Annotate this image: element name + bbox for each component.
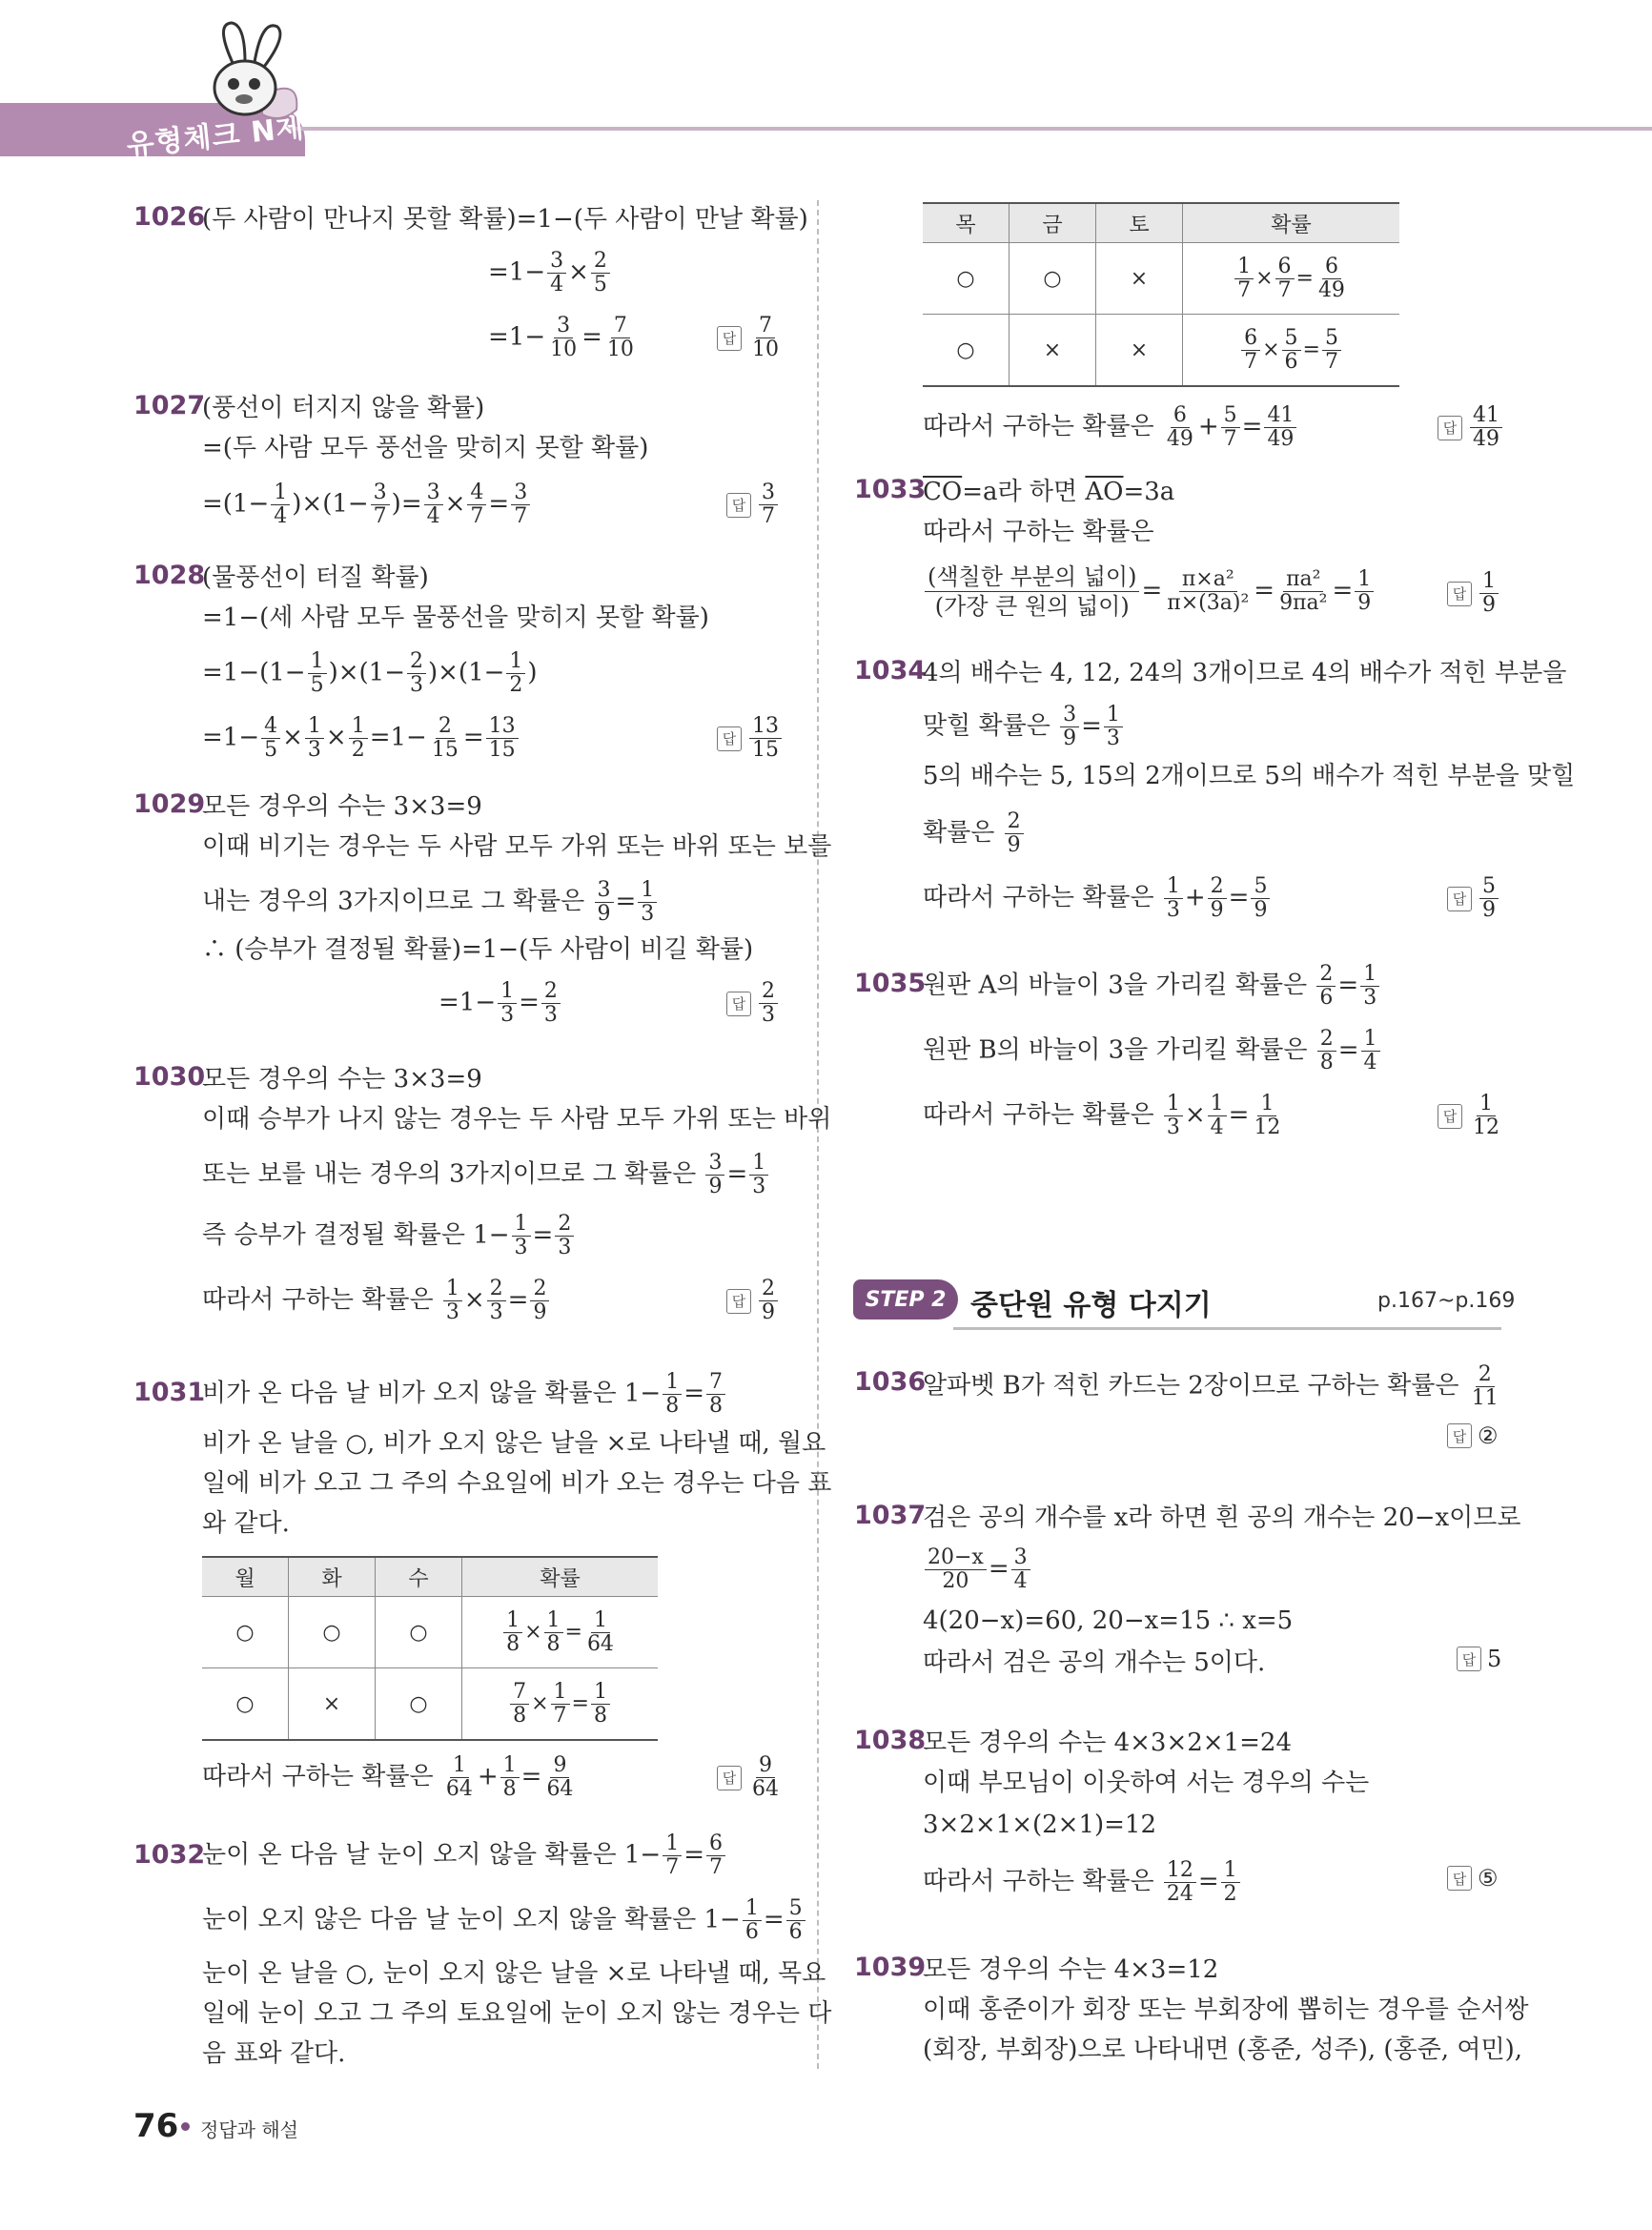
bullet-dot bbox=[181, 2122, 190, 2131]
answer-icon: 답 bbox=[717, 1766, 742, 1790]
solution-line: =(두 사람 모두 풍선을 맞히지 못할 확률) bbox=[202, 434, 649, 462]
solution-line: 또는 보를 내는 경우의 3가지이므로 그 확률은 $\frac{3}{9}$ = $\frac{1}{3}$ bbox=[202, 1152, 770, 1198]
solution-line: =1− $\frac{3}{10}$ = $\frac{7}{10}$ bbox=[488, 315, 639, 361]
solution-line: =1− $\frac{1}{3}$ = $\frac{2}{3}$ bbox=[438, 980, 562, 1027]
table-row: ○ × ○ $\frac{7}{8}$ × $\frac{1}{7}$ = $\frac{1}{8}$ bbox=[202, 1668, 658, 1741]
solution-line: 따라서 구하는 확률은 $\frac{12}{24}$ = $\frac{1}{2}$ bbox=[923, 1859, 1242, 1906]
solution-line: 따라서 구하는 확률은 $\frac{1}{64}$ + $\frac{1}{8}$ = $\frac{9}{64}$ bbox=[202, 1753, 574, 1801]
section-rule bbox=[953, 1327, 1501, 1330]
solution-line: 알파벳 B가 적힌 카드는 2장이므로 구하는 확률은 $\frac{2}{11}$ bbox=[923, 1362, 1499, 1410]
solution-line: =1−(1− $\frac{1}{5}$ )×(1− $\frac{2}{3}$ )×(1− $\frac{1}{2}$ ) bbox=[202, 649, 538, 697]
solution-line: =1− $\frac{3}{4}$ × $\frac{2}{5}$ bbox=[488, 250, 612, 297]
solution-line: 비가 온 날을 ○, 비가 오지 않은 날을 ×로 나타낼 때, 월요 bbox=[202, 1429, 826, 1458]
answer: 답 $\frac{3}{7}$ bbox=[726, 481, 780, 528]
answer: 답 $\frac{13}{15}$ bbox=[717, 715, 784, 762]
problem-number: 1027 bbox=[133, 391, 206, 420]
answer: 답 ⑤ bbox=[1447, 1865, 1499, 1892]
answer-icon: 답 bbox=[1438, 416, 1462, 440]
solution-line: 맞힐 확률은 $\frac{3}{9}$ = $\frac{1}{3}$ bbox=[923, 704, 1125, 750]
table-row: ○ ○ ○ $\frac{1}{8}$ × $\frac{1}{8}$ = $\frac{1}{64}$ bbox=[202, 1597, 658, 1668]
answer-icon: 답 bbox=[1447, 582, 1472, 606]
solution-line: ∴ (승부가 결정될 확률)=1−(두 사람이 비길 확률) bbox=[202, 935, 754, 964]
probability-table: 월 화 수 확률 ○ ○ ○ $\frac{1}{8}$ × $\frac{1}{8}$ = $\frac{1}{64}$ ○ × ○ $\frac{7}{8}$ × $\frac{1}{7}$ = $\frac{1}{8}$ bbox=[202, 1556, 658, 1741]
solution-line: (두 사람이 만나지 못할 확률)=1−(두 사람이 만날 확률) bbox=[202, 205, 808, 234]
solution-line: $\frac{\text{(색칠한 부분의 넓이)}}{\text{(가장 큰 원의 넓이)}}$ = $\frac{\text{π×a²}}{\text{π×(3a)²}}$ = $\frac{\text{πa²}}{\text{9πa²}}$ = $\frac{1}{9}$ bbox=[923, 563, 1376, 621]
table-row: ○ ○ × $\frac{1}{7}$ × $\frac{6}{7}$ = $\frac{6}{49}$ bbox=[923, 243, 1399, 315]
solution-line: 원판 A의 바늘이 3을 가리킬 확률은 $\frac{2}{6}$ = $\frac{1}{3}$ bbox=[923, 963, 1381, 1010]
answer: 답 $\frac{2}{9}$ bbox=[726, 1278, 780, 1324]
answer: 답 $\frac{7}{10}$ bbox=[717, 315, 784, 361]
answer: 답 $\frac{41}{49}$ bbox=[1438, 404, 1504, 451]
table-row: ○ × × $\frac{6}{7}$ × $\frac{5}{6}$ = $\frac{5}{7}$ bbox=[923, 315, 1399, 387]
header-label: 유형체크 N제 bbox=[125, 111, 307, 163]
problem-number: 1028 bbox=[133, 561, 206, 590]
solution-line: (물풍선이 터질 확률) bbox=[202, 563, 429, 592]
solution-line: 원판 B의 바늘이 3을 가리킬 확률은 $\frac{2}{8}$ = $\frac{1}{4}$ bbox=[923, 1028, 1382, 1074]
solution-line: 모든 경우의 수는 4×3=12 bbox=[923, 1955, 1219, 1984]
solution-line: (회장, 부회장)으로 나타내면 (홍준, 성주), (홍준, 여민), bbox=[923, 2036, 1522, 2064]
solution-line: =1− $\frac{4}{5}$ × $\frac{1}{3}$ × $\frac{1}{2}$ =1− $\frac{2}{15}$ = $\frac{13}{15}$ bbox=[202, 715, 520, 762]
solution-line: 따라서 구하는 확률은 bbox=[923, 518, 1154, 546]
solution-line: 즉 승부가 결정될 확률은 1− $\frac{1}{3}$ = $\frac{2}{3}$ bbox=[202, 1213, 576, 1259]
solution-line: 4의 배수는 4, 12, 24의 3개이므로 4의 배수가 적힌 부분을 bbox=[923, 659, 1567, 687]
solution-line: 음 표와 같다. bbox=[202, 2039, 346, 2068]
answer: 답 $\frac{9}{64}$ bbox=[717, 1754, 784, 1801]
problem-number: 1035 bbox=[854, 969, 927, 998]
solution-line: $\overline{CO}=a$라 하면 $\overline{AO}=3a$ bbox=[923, 478, 1175, 506]
page-number: 76 bbox=[133, 2107, 179, 2145]
solution-line: 일에 눈이 오고 그 주의 토요일에 눈이 오지 않는 경우는 다 bbox=[202, 1999, 832, 2028]
problem-number: 1038 bbox=[854, 1726, 927, 1755]
step-badge: STEP 2 bbox=[853, 1279, 958, 1320]
solution-line: 눈이 온 날을 ○, 눈이 오지 않은 날을 ×로 나타낼 때, 목요 bbox=[202, 1959, 826, 1988]
solution-line: 와 같다. bbox=[202, 1509, 290, 1538]
answer: 답 $\frac{5}{9}$ bbox=[1447, 875, 1500, 922]
problem-number: 1034 bbox=[854, 656, 927, 685]
answer-icon: 답 bbox=[726, 1289, 751, 1314]
answer: 답 $\frac{1}{12}$ bbox=[1438, 1093, 1504, 1139]
solution-line: 이때 승부가 나지 않는 경우는 두 사람 모두 가위 또는 바위 bbox=[202, 1105, 832, 1134]
problem-number: 1036 bbox=[854, 1367, 927, 1397]
solution-line: =(1− $\frac{1}{4}$ )×(1− $\frac{3}{7}$ )= $\frac{3}{4}$ × $\frac{4}{7}$ = $\frac{3}{7}$ bbox=[202, 481, 532, 528]
answer-icon: 답 bbox=[726, 992, 751, 1016]
solution-line: =1−(세 사람 모두 물풍선을 맞히지 못할 확률) bbox=[202, 604, 709, 632]
problem-number: 1026 bbox=[133, 202, 206, 232]
solution-line: 3×2×1×(2×1)=12 bbox=[923, 1811, 1157, 1839]
solution-line: 따라서 구하는 확률은 $\frac{1}{3}$ + $\frac{2}{9}$ = $\frac{5}{9}$ bbox=[923, 875, 1272, 922]
answer-icon: 답 bbox=[1447, 1423, 1472, 1448]
page-range: p.167~p.169 bbox=[1377, 1289, 1516, 1313]
header-rule bbox=[286, 127, 1652, 131]
answer: 답 5 bbox=[1457, 1646, 1501, 1672]
solution-line: 4(20−x)=60, 20−x=15 ∴ x=5 bbox=[923, 1606, 1294, 1635]
problem-number: 1030 bbox=[133, 1062, 206, 1092]
answer-icon: 답 bbox=[726, 493, 751, 518]
answer: 답 ② bbox=[1447, 1422, 1499, 1449]
solution-line: 따라서 검은 공의 개수는 5이다. bbox=[923, 1648, 1266, 1677]
footer-label: 정답과 해설 bbox=[200, 2118, 298, 2141]
answer-icon: 답 bbox=[717, 326, 742, 351]
solution-line: 일에 비가 오고 그 주의 수요일에 비가 오는 경우는 다음 표 bbox=[202, 1469, 832, 1498]
answer-icon: 답 bbox=[1447, 1866, 1472, 1891]
solution-line: 따라서 구하는 확률은 $\frac{1}{3}$ × $\frac{2}{3}$ = $\frac{2}{9}$ bbox=[202, 1278, 551, 1324]
solution-line: 이때 비기는 경우는 두 사람 모두 가위 또는 바위 또는 보를 bbox=[202, 832, 832, 861]
solution-line: 눈이 온 다음 날 눈이 오지 않을 확률은 1− $\frac{1}{7}$ = $\frac{6}{7}$ bbox=[202, 1832, 727, 1879]
solution-line: 5의 배수는 5, 15의 2개이므로 5의 배수가 적힌 부분을 맞힐 bbox=[923, 762, 1576, 790]
section-title: 중단원 유형 다지기 bbox=[970, 1289, 1212, 1322]
answer-icon: 답 bbox=[1438, 1104, 1462, 1129]
solution-line: 확률은 $\frac{2}{9}$ bbox=[923, 810, 1026, 857]
solution-line: 검은 공의 개수를 x라 하면 흰 공의 개수는 20−x이므로 bbox=[923, 1504, 1521, 1532]
solution-line: 따라서 구하는 확률은 $\frac{6}{49}$ + $\frac{5}{7}$ = $\frac{41}{49}$ bbox=[923, 404, 1298, 451]
answer: 답 $\frac{1}{9}$ bbox=[1447, 570, 1500, 617]
problem-number: 1031 bbox=[133, 1378, 206, 1407]
fraction: $\frac{2}{5}$ bbox=[591, 250, 610, 297]
problem-number: 1037 bbox=[854, 1501, 927, 1530]
problem-number: 1029 bbox=[133, 789, 206, 819]
solution-line: $\frac{20-x}{20}$ = $\frac{3}{4}$ bbox=[923, 1546, 1032, 1593]
fraction: $\frac{3}{4}$ bbox=[547, 250, 566, 297]
answer-icon: 답 bbox=[1447, 887, 1472, 911]
answer-icon: 답 bbox=[1457, 1647, 1481, 1671]
solution-line: 비가 온 다음 날 비가 오지 않을 확률은 1− $\frac{1}{8}$ = $\frac{7}{8}$ bbox=[202, 1371, 727, 1418]
fraction: $\frac{3}{10}$ bbox=[550, 314, 578, 361]
solution-line: 따라서 구하는 확률은 $\frac{1}{3}$ × $\frac{1}{4}$ = $\frac{1}{12}$ bbox=[923, 1092, 1281, 1139]
solution-line: 모든 경우의 수는 3×3=9 bbox=[202, 1065, 482, 1094]
solution-line: 내는 경우의 3가지이므로 그 확률은 $\frac{3}{9}$ = $\frac{1}{3}$ bbox=[202, 879, 659, 926]
fraction: $\frac{7}{10}$ bbox=[606, 314, 634, 361]
solution-line: 이때 부모님이 이웃하여 서는 경우의 수는 bbox=[923, 1769, 1370, 1797]
solution-line: 이때 홍준이가 회장 또는 부회장에 뽑히는 경우를 순서쌍 bbox=[923, 1995, 1529, 2024]
problem-number: 1032 bbox=[133, 1840, 206, 1870]
answer-icon: 답 bbox=[717, 726, 742, 751]
problem-number: 1039 bbox=[854, 1953, 927, 1982]
solution-line: 눈이 오지 않은 다음 날 눈이 오지 않을 확률은 1− $\frac{1}{6}$ = $\frac{5}{6}$ bbox=[202, 1897, 807, 1944]
probability-table: 목 금 토 확률 ○ ○ × $\frac{1}{7}$ × $\frac{6}{7}$ = $\frac{6}{49}$ ○ × × $\frac{6}{7}$ × $\frac{5}{6}$ = $\frac{5}{7}$ bbox=[923, 202, 1399, 387]
answer: 답 $\frac{2}{3}$ bbox=[726, 980, 780, 1027]
solution-line: 모든 경우의 수는 3×3=9 bbox=[202, 792, 482, 821]
solution-line: (풍선이 터지지 않을 확률) bbox=[202, 394, 485, 422]
problem-number: 1033 bbox=[854, 475, 927, 504]
solution-line: 모든 경우의 수는 4×3×2×1=24 bbox=[923, 1729, 1292, 1757]
